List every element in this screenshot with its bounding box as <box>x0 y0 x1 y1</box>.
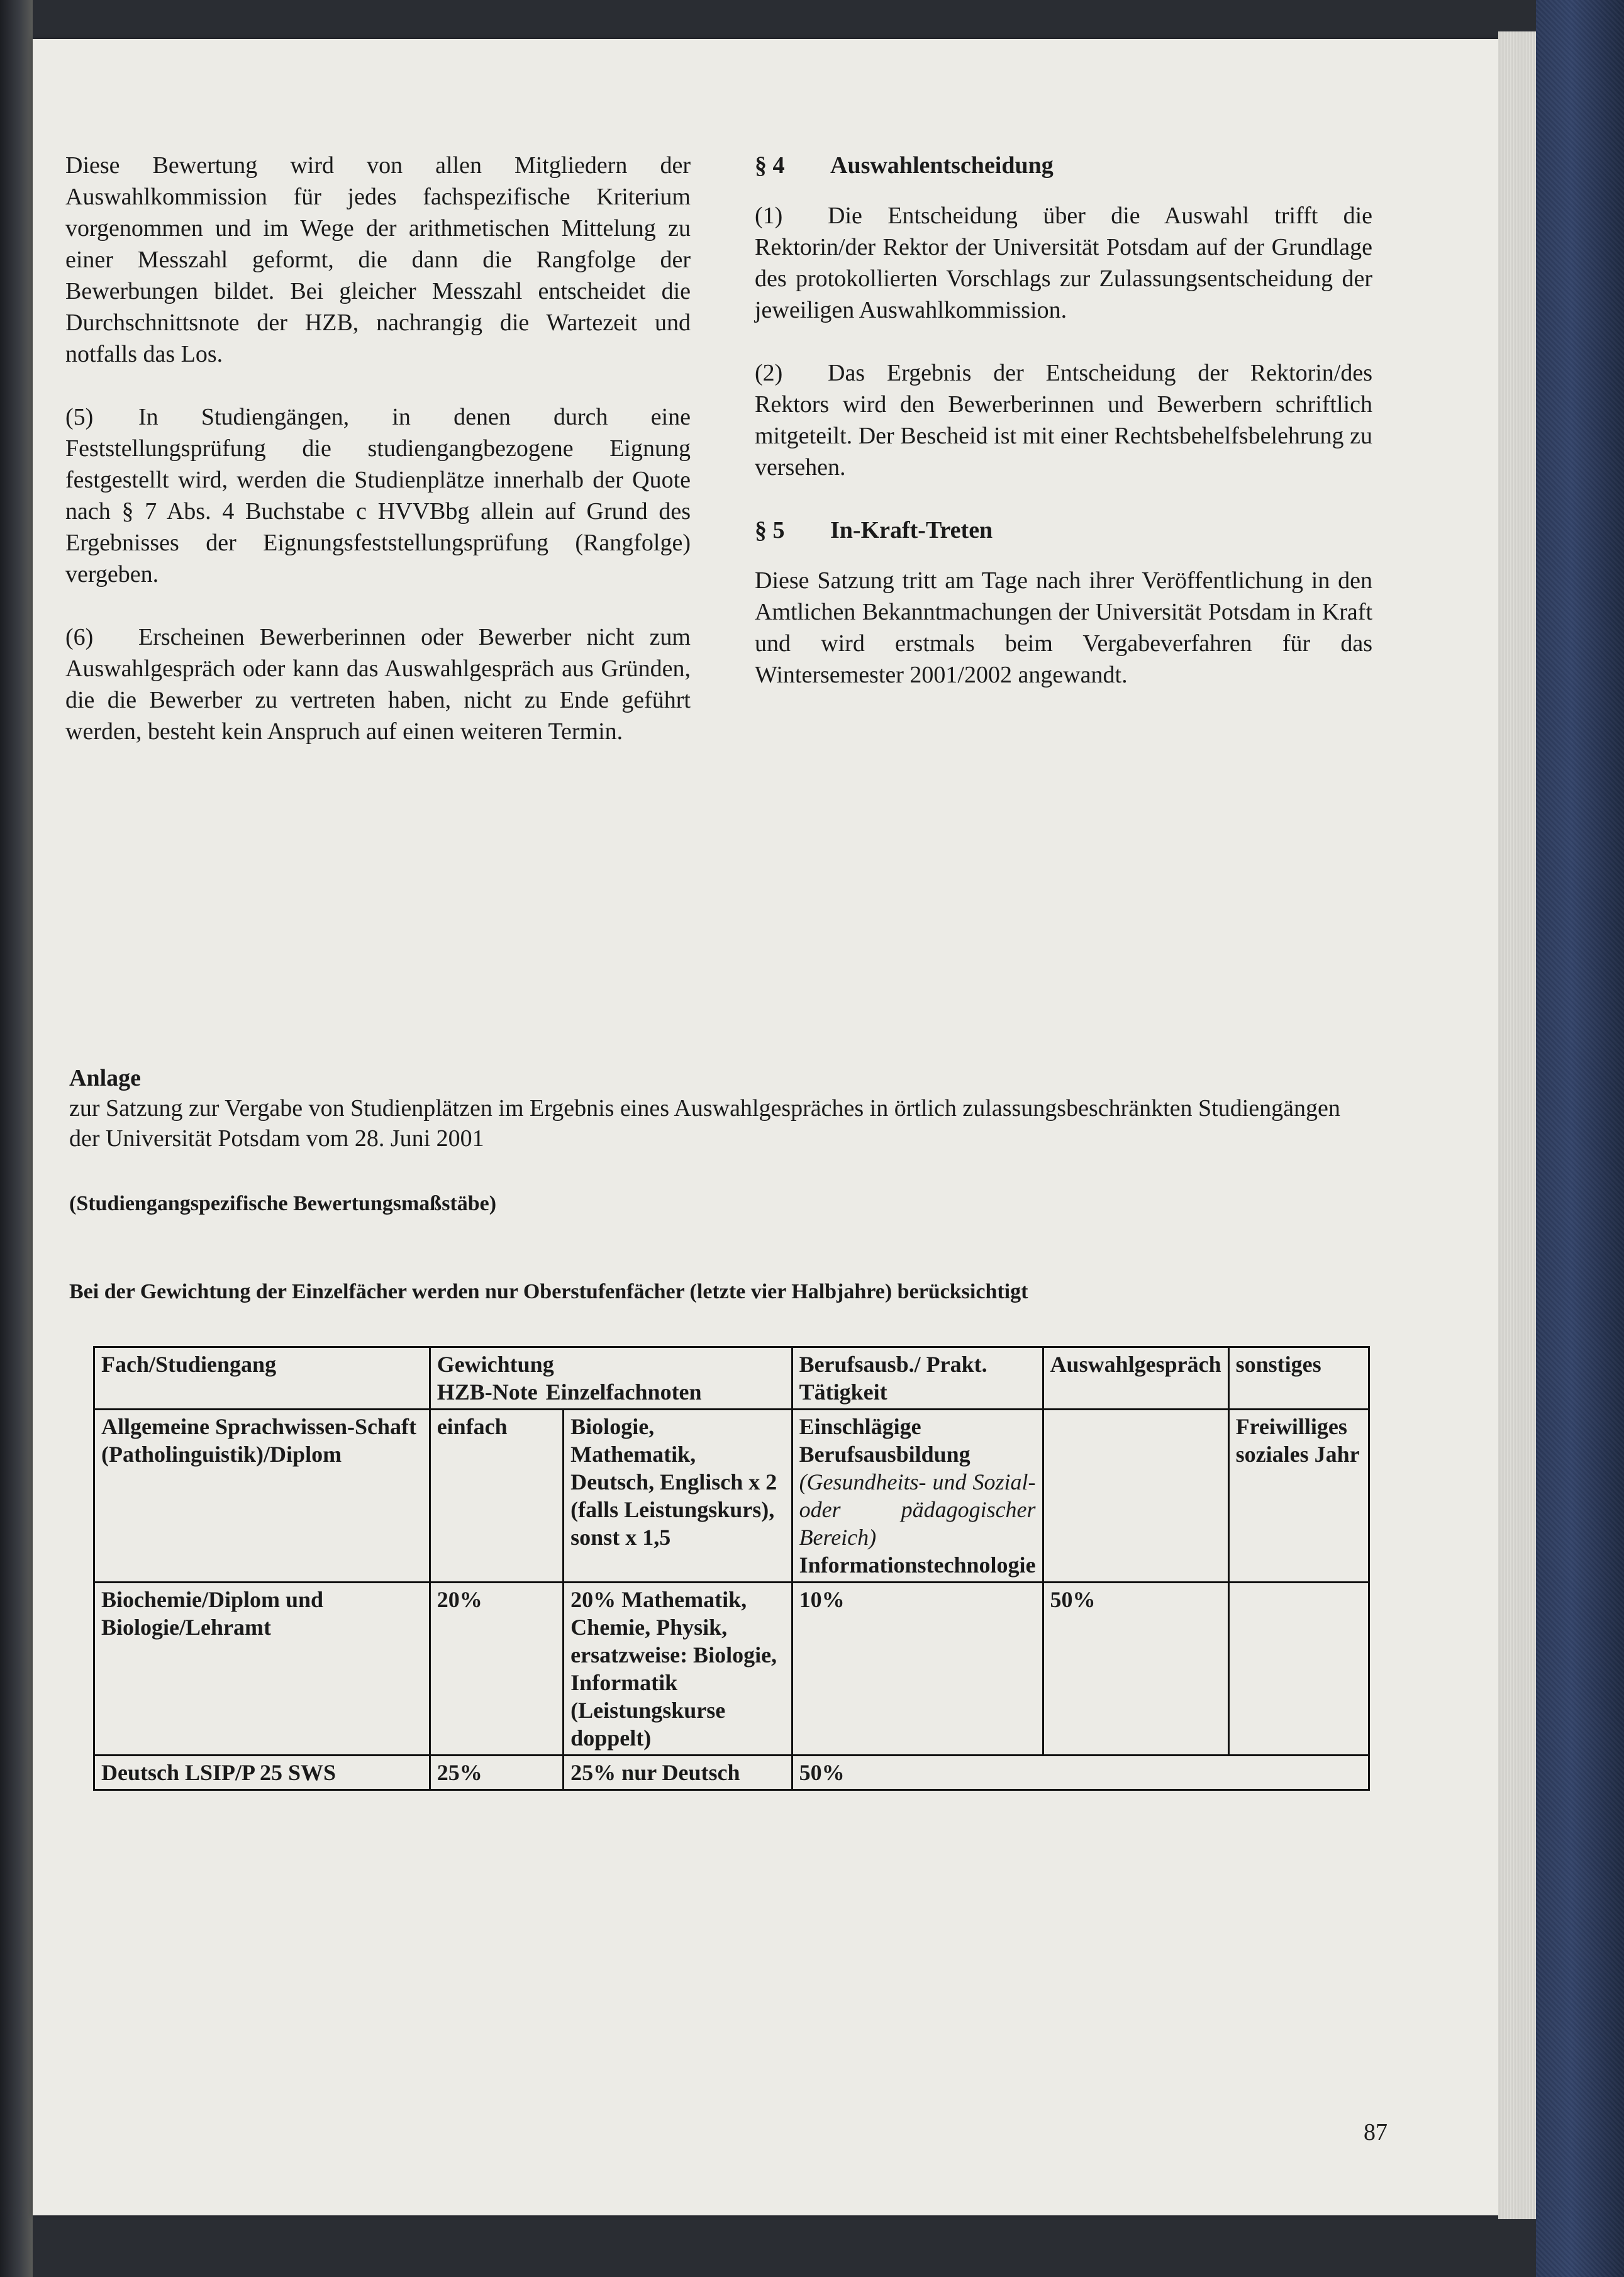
table-header-row <box>94 1347 1369 1410</box>
section-5-paragraph: Diese Satzung tritt am Tage nach ihrer Veröffentlichung in den Amtlichen Bekanntmachungen der Universität Potsdam in Kraft und wird erstmals beim Vergabeverfahren für das Wintersemester 2001/2002 angewandt. <box>755 567 1372 688</box>
header-auswahl: Auswahlgespräch <box>1043 1347 1228 1410</box>
table-row <box>94 1410 1369 1583</box>
cell-auswahl <box>1043 1410 1228 1583</box>
header-beruf: Berufsausb./ Prakt. Tätigkeit <box>792 1347 1043 1410</box>
cell-beruf-extra: Informationstechnologie <box>799 1552 1036 1578</box>
cell-beruf-main: Einschlägige Berufsausbildung <box>799 1414 971 1467</box>
cell-fach: Biochemie/Diplom und Biologie/Lehramt <box>94 1583 430 1756</box>
section-4-heading <box>755 150 1372 181</box>
left-column <box>65 150 691 779</box>
paragraph-number: (2) <box>755 360 783 386</box>
annex-block <box>69 1063 1371 1154</box>
cell-beruf-detail: (Gesundheits- und Sozial- oder pädagogischer Bereich) <box>799 1469 1036 1550</box>
right-column <box>755 150 1372 722</box>
annex-subtitle: (Studiengangspezifische Bewertungsmaßstäbe) <box>69 1192 497 1215</box>
header-einzel: Einzelfachnoten <box>545 1379 702 1405</box>
cell-fach: Deutsch LSIP/P 25 SWS <box>94 1756 430 1790</box>
header-gewichtung-sub <box>437 1378 785 1406</box>
paragraph-5 <box>65 401 691 590</box>
cell-auswahl: 50% <box>1043 1583 1228 1756</box>
table-row <box>94 1756 1369 1790</box>
paragraph-text: Die Entscheidung über die Auswahl trifft die Rektorin/der Rektor der Universität Potsdam auf der Grundlage des protokollierten Vorschlags zur Zulassungsentscheidung der jeweiligen Auswahlkommission. <box>755 203 1372 323</box>
cell-hzb: einfach <box>430 1410 563 1583</box>
page-edges <box>1498 31 1536 2219</box>
header-hzb: HZB-Note <box>437 1379 538 1405</box>
section-title: Auswahlentscheidung <box>830 152 1054 179</box>
cell-einzel: Biologie, Mathematik, Deutsch, Englisch x 2 (falls Leistungskurs), sonst x 1,5 <box>564 1410 792 1583</box>
paragraph-text: Das Ergebnis der Entscheidung der Rektorin/des Rektors wird den Bewerberinnen und Bewerbern schriftlich mitgeteilt. Der Bescheid ist mit einer Rechtsbehelfsbelehrung zu versehen. <box>755 360 1372 481</box>
section-4-paragraph-2 <box>755 357 1372 483</box>
cell-einzel: 20% Mathematik, Chemie, Physik, ersatzweise: Biologie, Informatik (Leistungskurse doppelt) <box>564 1583 792 1756</box>
header-fach: Fach/Studiengang <box>94 1347 430 1410</box>
paragraph-rating: Diese Bewertung wird von allen Mitgliedern der Auswahlkommission für jedes fachspezifische Kriterium vorgenommen und im Wege der arithmetischen Mittelung zu einer Messzahl geformt, die dann die Rangfolge der Bewerbungen bildet. Bei gleicher Messzahl entscheidet die Durchschnittsnote der HZB, nachrangig die Wartezeit und notfalls das Los. <box>65 152 691 367</box>
page-number: 87 <box>1364 2119 1388 2146</box>
cell-sonstiges: Freiwilliges soziales Jahr <box>1228 1410 1369 1583</box>
cell-hzb: 25% <box>430 1756 563 1790</box>
cell-fach: Allgemeine Sprachwissen-Schaft (Patholinguistik)/Diplom <box>94 1410 430 1583</box>
paragraph-6 <box>65 621 691 747</box>
section-4-paragraph-1 <box>755 200 1372 326</box>
section-5-heading <box>755 515 1372 546</box>
annex-note: Bei der Gewichtung der Einzelfächer werden nur Oberstufenfächer (letzte vier Halbjahre) berücksichtigt <box>69 1280 1028 1303</box>
header-sonstiges: sonstiges <box>1228 1347 1369 1410</box>
header-gewichtung-label: Gewichtung <box>437 1352 554 1377</box>
criteria-table <box>93 1346 1370 1791</box>
paragraph-text: Erscheinen Bewerberinnen oder Bewerber nicht zum Auswahlgespräch oder kann das Auswahlgespräch aus Gründen, die die Bewerber zu vertreten haben, nicht zu Ende geführt werden, besteht kein Anspruch auf einen weiteren Termin. <box>65 624 691 745</box>
book-cover-right <box>1536 0 1624 2277</box>
paragraph-number: (5) <box>65 404 94 430</box>
cell-beruf <box>792 1410 1043 1583</box>
section-number: § 4 <box>755 152 785 179</box>
cell-einzel: 25% nur Deutsch <box>564 1756 792 1790</box>
annex-text: zur Satzung zur Vergabe von Studienplätzen im Ergebnis eines Auswahlgespräches in örtlich zulassungsbeschränkten Studiengängen der Universität Potsdam vom 28. Juni 2001 <box>69 1095 1340 1152</box>
annex-title: Anlage <box>69 1065 141 1091</box>
cell-beruf: 50% <box>792 1756 1369 1790</box>
cell-sonstiges <box>1228 1583 1369 1756</box>
section-title: In-Kraft-Treten <box>830 517 993 543</box>
paragraph-number: (1) <box>755 203 783 229</box>
book-spine-left <box>0 0 33 2277</box>
paragraph-text: In Studiengängen, in denen durch eine Feststellungsprüfung die studiengangbezogene Eignung festgestellt wird, werden die Studienplätze innerhalb der Quote nach § 7 Abs. 4 Buchstabe c HVVBbg allein auf Grund des Ergebnisses der Eignungsfeststellungsprüfung (Rangfolge) vergeben. <box>65 404 691 587</box>
paragraph-number: (6) <box>65 624 94 650</box>
cell-beruf: 10% <box>792 1583 1043 1756</box>
section-number: § 5 <box>755 517 785 543</box>
header-gewichtung <box>430 1347 792 1410</box>
cell-hzb: 20% <box>430 1583 563 1756</box>
table-row <box>94 1583 1369 1756</box>
